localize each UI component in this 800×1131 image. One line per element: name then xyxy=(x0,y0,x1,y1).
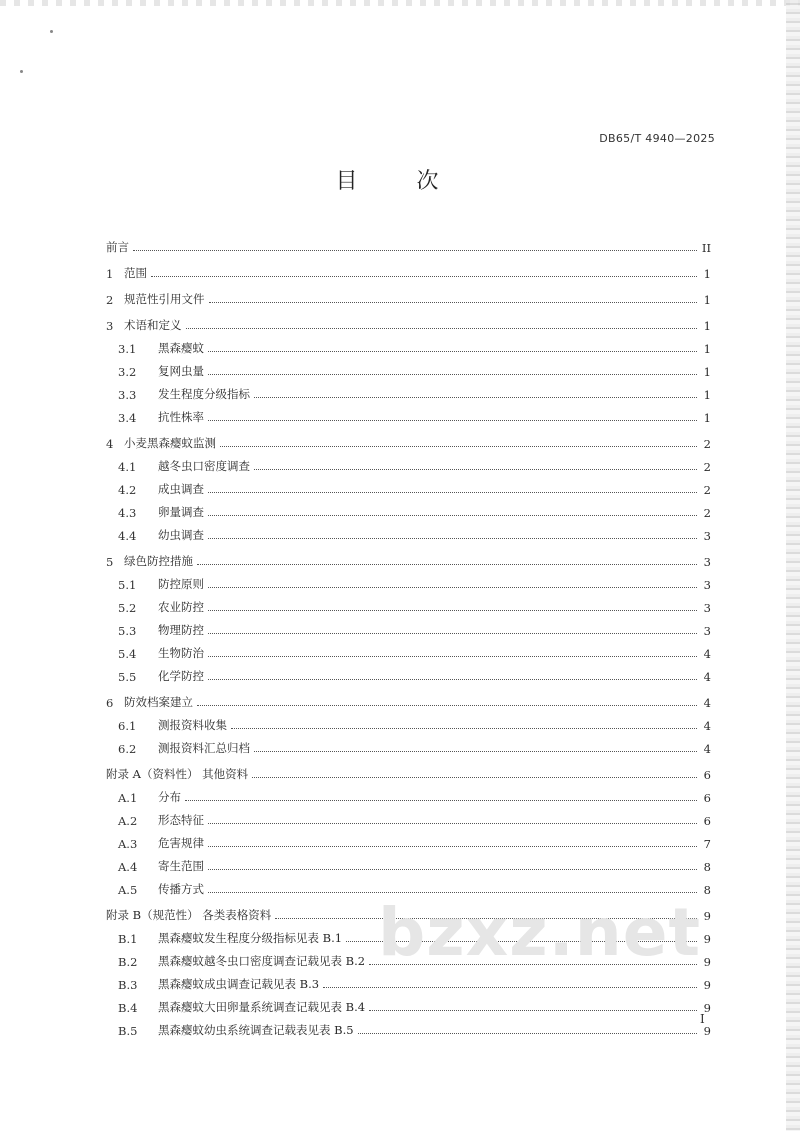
toc-entry-label: 生物防治 xyxy=(158,646,204,660)
toc-entry-number: 4.3 xyxy=(118,506,137,520)
scan-speck xyxy=(20,70,23,73)
toc-entry-label: 寄生范围 xyxy=(158,859,204,873)
toc-leader-dots xyxy=(323,986,697,988)
toc-entry-page: 2 xyxy=(703,506,711,520)
toc-entry-label: 形态特征 xyxy=(158,813,204,827)
toc-entry-label: 黑森瘿蚊大田卵量系统调查记载见表 B.4 xyxy=(158,1000,366,1014)
toc-leader-dots xyxy=(208,373,697,375)
toc-entry-page: 2 xyxy=(703,460,711,474)
toc-leader-dots xyxy=(197,704,697,706)
toc-entry-number: B.5 xyxy=(118,1024,138,1038)
toc-leader-dots xyxy=(220,445,697,447)
page-number: I xyxy=(700,1012,705,1026)
toc-entry-label: 绿色防控措施 xyxy=(124,554,193,568)
toc-leader-dots xyxy=(208,632,697,634)
toc-entry-number: 3.1 xyxy=(118,342,137,356)
toc-entry-page: 9 xyxy=(703,978,711,992)
toc-entry[interactable] xyxy=(106,258,711,281)
toc-entry-label: 农业防控 xyxy=(158,600,204,614)
toc-entry-number: 5.5 xyxy=(118,670,137,684)
toc-entry-label: 卵量调查 xyxy=(158,505,204,519)
toc-entry-label: 化学防控 xyxy=(158,669,204,683)
toc-entry-number: A.5 xyxy=(118,883,138,897)
toc-entry[interactable] xyxy=(106,546,711,569)
toc-leader-dots xyxy=(208,609,697,611)
toc-leader-dots xyxy=(208,822,697,824)
toc-entry-number: 6 xyxy=(106,696,114,710)
toc-entry-page: 3 xyxy=(703,624,711,638)
toc-entry-number: 3.4 xyxy=(118,411,137,425)
toc-leader-dots xyxy=(208,891,697,893)
toc-entry-page: 4 xyxy=(703,647,711,661)
scan-speck xyxy=(50,30,53,33)
toc-entry[interactable] xyxy=(106,402,711,425)
toc-entry-label: 黑森瘿蚊幼虫系统调查记载表见表 B.5 xyxy=(158,1023,354,1037)
toc-entry[interactable] xyxy=(106,615,711,638)
toc-entry-number: 4.2 xyxy=(118,483,137,497)
toc-entry[interactable] xyxy=(106,428,711,451)
toc-entry[interactable] xyxy=(106,759,711,782)
toc-entry-page: 4 xyxy=(703,670,711,684)
toc-entry-label: 黑森瘿蚊 xyxy=(158,341,204,355)
toc-entry-page: 9 xyxy=(703,1001,711,1015)
toc-entry-label: 防控原则 xyxy=(158,577,204,591)
toc-leader-dots xyxy=(254,750,697,752)
toc-entry-page: 4 xyxy=(703,742,711,756)
toc-entry-number: B.2 xyxy=(118,955,138,969)
toc-entry-page: 4 xyxy=(703,696,711,710)
toc-entry-page: 8 xyxy=(703,883,711,897)
toc-entry-label: 小麦黑森瘿蚊监测 xyxy=(124,436,216,450)
toc-leader-dots xyxy=(254,468,697,470)
toc-entry[interactable] xyxy=(106,451,711,474)
toc-entry-page: 1 xyxy=(703,411,711,425)
toc-entry-number: 5.2 xyxy=(118,601,137,615)
toc-entry[interactable] xyxy=(106,356,711,379)
toc-leader-dots xyxy=(151,275,697,277)
toc-entry-number: B.4 xyxy=(118,1001,138,1015)
toc-entry[interactable] xyxy=(106,474,711,497)
toc-entry-label: 黑森瘿蚊越冬虫口密度调查记载见表 B.2 xyxy=(158,954,366,968)
toc-entry-number: 6.1 xyxy=(118,719,137,733)
toc-leader-dots xyxy=(208,655,697,657)
toc-entry[interactable] xyxy=(106,379,711,402)
toc-entry-label: 幼虫调查 xyxy=(158,528,204,542)
toc-leader-dots xyxy=(208,514,697,516)
toc-entry-label: 范围 xyxy=(124,266,147,280)
toc-entry-number: A.3 xyxy=(118,837,138,851)
toc-entry-number: 4 xyxy=(106,437,114,451)
toc-entry-page: 3 xyxy=(703,578,711,592)
toc-entry-page: 1 xyxy=(703,342,711,356)
toc-entry-label: 测报资料收集 xyxy=(158,718,227,732)
toc-entry-page: 1 xyxy=(703,267,711,281)
toc-entry-number: 5.4 xyxy=(118,647,137,661)
toc-entry-label: 测报资料汇总归档 xyxy=(158,741,250,755)
toc-entry[interactable] xyxy=(106,638,711,661)
toc-entry-label: 物理防控 xyxy=(158,623,204,637)
toc-leader-dots xyxy=(254,396,697,398)
toc-entry-label: 黑森瘿蚊发生程度分级指标见表 B.1 xyxy=(158,931,343,945)
toc-entry-page: 1 xyxy=(703,319,711,333)
toc-entry-page: 9 xyxy=(703,909,711,923)
toc-entry-label: 规范性引用文件 xyxy=(124,292,205,306)
toc-entry-page: 8 xyxy=(703,860,711,874)
toc-entry[interactable] xyxy=(106,1015,711,1038)
toc-leader-dots xyxy=(252,776,697,778)
toc-entry-number: 5.1 xyxy=(118,578,137,592)
toc-entry-page: 1 xyxy=(703,293,711,307)
toc-entry-label: 术语和定义 xyxy=(124,318,182,332)
toc-entry[interactable] xyxy=(106,710,711,733)
toc-entry[interactable] xyxy=(106,805,711,828)
toc-entry-number: 6.2 xyxy=(118,742,137,756)
toc-leader-dots xyxy=(231,727,697,729)
toc-entry-number: 5.3 xyxy=(118,624,137,638)
toc-entry-number: A.4 xyxy=(118,860,138,874)
toc-entry-number: 1 xyxy=(106,267,114,281)
toc-entry-number: 5 xyxy=(106,555,114,569)
toc-leader-dots xyxy=(208,491,697,493)
toc-entry-number: 2 xyxy=(106,293,114,307)
toc-entry-label: 传播方式 xyxy=(158,882,204,896)
toc-entry-page: 6 xyxy=(703,768,711,782)
toc-entry[interactable] xyxy=(106,969,711,992)
toc-leader-dots xyxy=(208,868,697,870)
toc-leader-dots xyxy=(358,1032,697,1034)
toc-entry-page: 4 xyxy=(703,719,711,733)
toc-entry-label: 危害规律 xyxy=(158,836,204,850)
toc-entry[interactable] xyxy=(106,661,711,684)
toc-entry[interactable] xyxy=(106,497,711,520)
toc-entry-label: 附录 A（资料性） 其他资料 xyxy=(106,767,249,781)
toc-entry-page: 3 xyxy=(703,529,711,543)
toc-entry-page: II xyxy=(701,241,711,255)
toc-leader-dots xyxy=(185,799,697,801)
toc-entry[interactable] xyxy=(106,992,711,1015)
toc-leader-dots xyxy=(208,419,697,421)
toc-entry[interactable] xyxy=(106,569,711,592)
toc-entry[interactable] xyxy=(106,687,711,710)
toc-entry[interactable] xyxy=(106,333,711,356)
toc-entry-number: 3 xyxy=(106,319,114,333)
toc-entry-label: 抗性株率 xyxy=(158,410,204,424)
toc-leader-dots xyxy=(208,537,697,539)
toc-entry-number: B.1 xyxy=(118,932,138,946)
toc-entry-page: 2 xyxy=(703,437,711,451)
toc-entry-label: 成虫调查 xyxy=(158,482,204,496)
toc-entry-label: 复网虫量 xyxy=(158,364,204,378)
toc-entry-label: 越冬虫口密度调查 xyxy=(158,459,250,473)
toc-entry-number: 3.2 xyxy=(118,365,137,379)
toc-entry-label: 防效档案建立 xyxy=(124,695,193,709)
toc-leader-dots xyxy=(208,845,697,847)
toc-entry-label: 黑森瘿蚊成虫调查记载见表 B.3 xyxy=(158,977,320,991)
toc-entry-page: 6 xyxy=(703,814,711,828)
toc-entry-page: 2 xyxy=(703,483,711,497)
toc-leader-dots xyxy=(186,327,698,329)
toc-entry[interactable] xyxy=(106,592,711,615)
toc-entry-label: 分布 xyxy=(158,790,181,804)
toc-leader-dots xyxy=(208,586,697,588)
toc-entry-page: 1 xyxy=(703,388,711,402)
toc-entry[interactable] xyxy=(106,284,711,307)
toc-entry[interactable] xyxy=(106,851,711,874)
toc-entry[interactable] xyxy=(106,520,711,543)
toc-entry[interactable] xyxy=(106,828,711,851)
toc-leader-dots xyxy=(369,1009,697,1011)
document-code: DB65/T 4940—2025 xyxy=(599,132,715,145)
toc-entry-page: 3 xyxy=(703,601,711,615)
toc-entry-number: 4.4 xyxy=(118,529,137,543)
toc-entry-page: 9 xyxy=(703,1024,711,1038)
toc-entry[interactable] xyxy=(106,733,711,756)
toc-entry[interactable] xyxy=(106,310,711,333)
toc-entry-page: 1 xyxy=(703,365,711,379)
page-title: 目 次 xyxy=(335,169,465,194)
toc-leader-dots xyxy=(208,350,697,352)
toc-entry-page: 3 xyxy=(703,555,711,569)
toc-entry-label: 发生程度分级指标 xyxy=(158,387,250,401)
toc-entry-page: 7 xyxy=(703,837,711,851)
scan-top-edge xyxy=(0,0,800,6)
toc-entry[interactable] xyxy=(106,782,711,805)
toc-entry-number: A.2 xyxy=(118,814,138,828)
toc-entry[interactable] xyxy=(106,232,711,255)
toc-entry-number: 4.1 xyxy=(118,460,137,474)
toc-leader-dots xyxy=(209,301,698,303)
watermark: bzxz.net xyxy=(378,894,702,971)
toc-entry-page: 9 xyxy=(703,932,711,946)
toc-entry-number: 3.3 xyxy=(118,388,137,402)
toc-entry-page: 9 xyxy=(703,955,711,969)
toc-entry-number: A.1 xyxy=(118,791,138,805)
toc-leader-dots xyxy=(197,563,697,565)
toc-leader-dots xyxy=(133,249,697,251)
toc-entry-number: B.3 xyxy=(118,978,138,992)
toc-entry-label: 附录 B（规范性） 各类表格资料 xyxy=(106,908,272,922)
toc-entry-page: 6 xyxy=(703,791,711,805)
toc-entry-label: 前言 xyxy=(106,240,129,254)
toc-leader-dots xyxy=(208,678,697,680)
